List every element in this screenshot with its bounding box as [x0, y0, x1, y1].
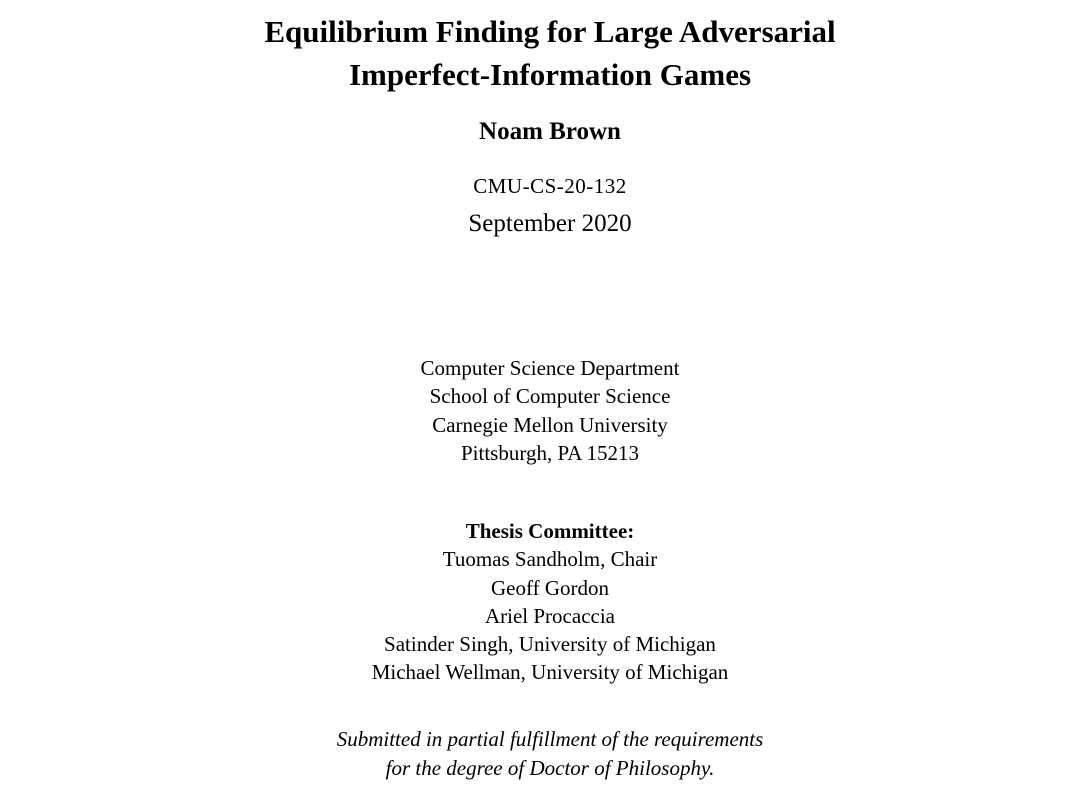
submission-statement	[0, 725, 1080, 783]
address-line-school: School of Computer Science	[429, 384, 671, 409]
committee-heading: Thesis Committee:	[465, 519, 635, 543]
author-name: Noam Brown	[479, 118, 621, 145]
submission-line-2: for the degree of Doctor of Philosophy.	[385, 756, 715, 780]
thesis-committee	[0, 517, 1080, 687]
committee-member: Tuomas Sandholm, Chair	[442, 547, 658, 572]
submission-line-1: Submitted in partial fulfillment of the requirements	[336, 727, 764, 751]
committee-member: Ariel Procaccia	[484, 603, 615, 628]
committee-member: Michael Wellman, University of Michigan	[371, 660, 729, 685]
address-line-department: Computer Science Department	[420, 356, 680, 380]
publication-date: September 2020	[468, 210, 632, 237]
thesis-title-line-1: Equilibrium Finding for Large Adversarial	[264, 14, 836, 49]
committee-member: Geoff Gordon	[490, 575, 609, 600]
committee-member: Satinder Singh, University of Michigan	[384, 632, 716, 657]
institution-address	[0, 354, 1080, 467]
report-number: CMU-CS-20-132	[473, 174, 627, 198]
thesis-title-line-2: Imperfect-Information Games	[348, 57, 752, 92]
thesis-title	[0, 10, 1080, 96]
address-line-university: Carnegie Mellon University	[432, 412, 668, 437]
address-line-city: Pittsburgh, PA 15213	[461, 440, 639, 465]
